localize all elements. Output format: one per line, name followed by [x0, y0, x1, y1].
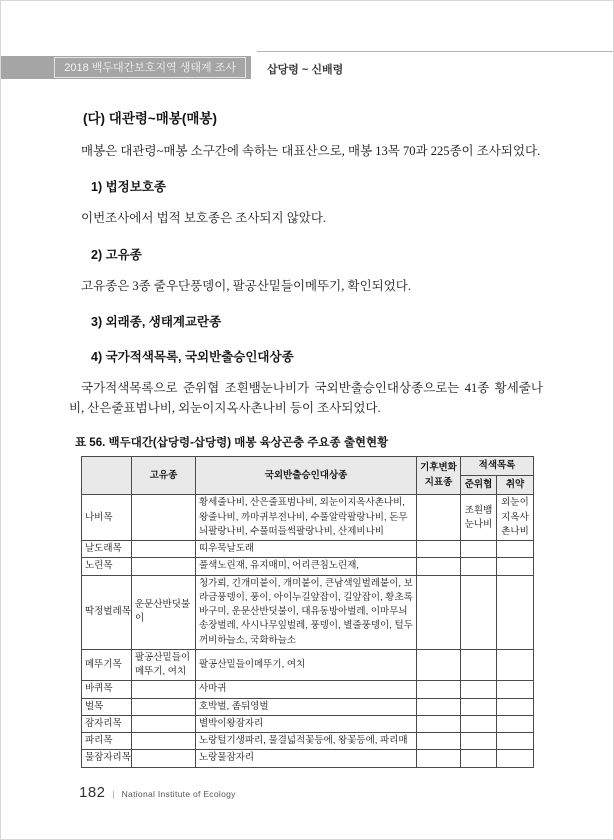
section-range: 삽당령 ~ 신배령	[257, 51, 613, 77]
export-approval-cell: 호박벌, 좀뒤영벌	[196, 698, 417, 715]
near-threatened-cell	[461, 715, 497, 732]
header-endemic: 고유종	[132, 456, 196, 495]
endemic-cell: 팔공산밑들이메뚜기, 여치	[132, 649, 196, 681]
export-approval-cell: 풀색노린재, 유지매미, 어리큰침노린재,	[196, 558, 417, 575]
climate-indicator-cell	[417, 541, 461, 558]
endemic-cell	[132, 681, 196, 698]
subheading-red-list: 4) 국가적색목록, 국외반출승인대상종	[91, 350, 294, 365]
climate-indicator-cell	[417, 681, 461, 698]
header-red-list: 적색목록	[461, 456, 534, 475]
table-caption: 표 56. 백두대간(삽당령-삽당령) 매봉 육상곤충 주요종 출현현황	[75, 436, 389, 449]
endemic-cell	[132, 698, 196, 715]
intro-paragraph: 매봉은 대관령~매봉 소구간에 속하는 대표산으로, 매봉 13목 70과 225종이 조사되었다.	[81, 144, 541, 158]
subheading-protected-species: 1) 법정보호종	[91, 180, 166, 195]
table-row	[82, 649, 534, 681]
climate-indicator-cell	[417, 698, 461, 715]
header-order-blank	[82, 456, 132, 495]
endemic-cell	[132, 750, 196, 767]
vulnerable-cell	[497, 681, 534, 698]
page-content	[69, 107, 543, 768]
order-cell: 벌목	[82, 698, 132, 715]
near-threatened-cell	[461, 698, 497, 715]
order-cell: 날도래목	[82, 541, 132, 558]
table-row	[82, 733, 534, 750]
endemic-cell	[132, 715, 196, 732]
export-approval-cell: 팔공산밑들이메뚜기, 여치	[196, 649, 417, 681]
subheading-alien-species: 3) 외래종, 생태계교란종	[91, 315, 222, 330]
climate-indicator-cell	[417, 715, 461, 732]
vulnerable-cell	[497, 649, 534, 681]
endemic-cell	[132, 558, 196, 575]
table-row	[82, 715, 534, 732]
header-climate-line2: 지표종	[424, 476, 453, 488]
order-cell: 메뚜기목	[82, 649, 132, 681]
table-row	[82, 575, 534, 649]
header-climate-indicator	[417, 456, 461, 495]
insect-occurrence-table	[81, 456, 534, 768]
near-threatened-cell	[461, 681, 497, 698]
subheading-endemic-species: 2) 고유종	[91, 247, 142, 262]
endemic-cell: 운문산반딧불이	[132, 575, 196, 649]
header-vulnerable: 취약	[497, 476, 534, 495]
table-row	[82, 495, 534, 541]
insect-table-body	[82, 495, 534, 767]
vulnerable-cell	[497, 698, 534, 715]
export-approval-cell: 청가뢰, 긴개미붙이, 개미붙이, 큰남색잎벌레붙이, 보라금풍뎅이, 풍이, 아이누길앞잡이, 길앞잡이, 황초록바구미, 운문산반딧불이, 대유동방아벌레, 이마무늬송장벌레, 사시나무잎벌레, 풍뎅이, 별줄풍뎅이, 털두꺼비하늘소, 국화하늘소	[196, 575, 417, 649]
vulnerable-cell	[497, 541, 534, 558]
climate-indicator-cell	[417, 575, 461, 649]
header-export-approval: 국외반출승인대상종	[196, 456, 417, 495]
climate-indicator-cell	[417, 750, 461, 767]
export-approval-cell: 노랑물잠자리	[196, 750, 417, 767]
near-threatened-cell	[461, 649, 497, 681]
near-threatened-cell	[461, 558, 497, 575]
endemic-cell	[132, 541, 196, 558]
vulnerable-cell	[497, 715, 534, 732]
export-approval-cell: 노랑털기생파리, 물결넓적꽃등에, 왕꽃등에, 파리매	[196, 733, 417, 750]
page-number: 182	[79, 784, 106, 801]
header-near-threatened: 준위협	[461, 476, 497, 495]
paragraph-endemic-species: 고유종은 3종 줄우단풍뎅이, 팔공산밑들이메뚜기, 확인되었다.	[81, 278, 412, 293]
institute-name: National Institute of Ecology	[121, 789, 236, 799]
header-climate-line1: 기후변화	[420, 462, 457, 474]
export-approval-cell: 별박이왕잠자리	[196, 715, 417, 732]
near-threatened-cell	[461, 733, 497, 750]
vulnerable-cell	[497, 575, 534, 649]
near-threatened-cell	[461, 541, 497, 558]
section-heading: (다) 대관령~매봉(매봉)	[83, 111, 217, 126]
near-threatened-cell	[461, 575, 497, 649]
export-approval-cell: 황세줄나비, 산은줄표범나비, 외눈이지옥사촌나비, 왕줄나비, 까마귀부전나비, 수풀알락팔랑나비, 돈무늬팔랑나비, 수풀떠들썩팔랑나비, 산제비나비	[196, 495, 417, 541]
endemic-cell	[132, 733, 196, 750]
order-cell: 잠자리목	[82, 715, 132, 732]
climate-indicator-cell	[417, 495, 461, 541]
footer-separator: |	[112, 790, 115, 799]
near-threatened-cell: 조흰뱀눈나비	[461, 495, 497, 541]
order-cell: 파리목	[82, 733, 132, 750]
export-approval-cell: 띠우묵날도래	[196, 541, 417, 558]
endemic-cell	[132, 495, 196, 541]
climate-indicator-cell	[417, 649, 461, 681]
table-row	[82, 698, 534, 715]
order-cell: 나비목	[82, 495, 132, 541]
page-footer	[79, 784, 236, 801]
order-cell: 바퀴목	[82, 681, 132, 698]
export-approval-cell: 사마귀	[196, 681, 417, 698]
order-cell: 물잠자리목	[82, 750, 132, 767]
vulnerable-cell	[497, 750, 534, 767]
vulnerable-cell: 외눈이지옥사촌나비	[497, 495, 534, 541]
header-gray-bar	[1, 56, 251, 79]
paragraph-red-list: 국가적색목록으로 준위협 조흰뱀눈나비가 국외반출승인대상종으로는 41종 황세줄나비, 산은줄표범나비, 외눈이지옥사촌나비 등이 조사되었다.	[69, 381, 543, 415]
vulnerable-cell	[497, 733, 534, 750]
table-row	[82, 558, 534, 575]
table-row	[82, 750, 534, 767]
climate-indicator-cell	[417, 733, 461, 750]
paragraph-protected-species: 이번조사에서 법적 보호종은 조사되지 않았다.	[81, 211, 327, 226]
vulnerable-cell	[497, 558, 534, 575]
order-cell: 딱정벌레목	[82, 575, 132, 649]
climate-indicator-cell	[417, 558, 461, 575]
table-row	[82, 681, 534, 698]
table-row	[82, 541, 534, 558]
report-title: 2018 백두대간보호지역 생태계 조사	[54, 57, 246, 78]
table-header	[82, 456, 534, 495]
order-cell: 노린목	[82, 558, 132, 575]
near-threatened-cell	[461, 750, 497, 767]
page-header	[1, 51, 613, 81]
